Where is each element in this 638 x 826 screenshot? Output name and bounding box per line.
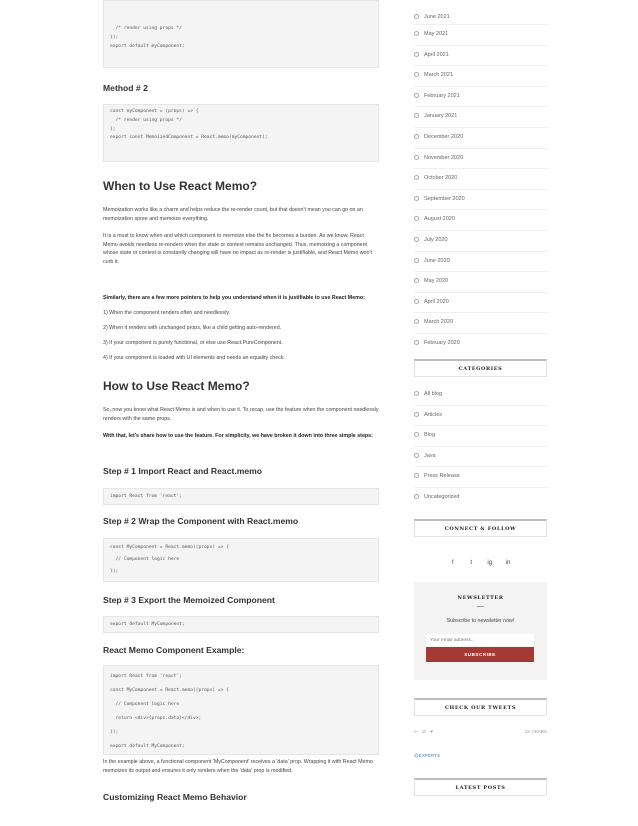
archive-item[interactable]: February 2021 <box>414 87 547 108</box>
bullet-icon <box>414 412 419 417</box>
code-line: /* render using props */ <box>110 26 182 31</box>
newsletter-widget <box>414 582 547 680</box>
code-line: const MyComponent = React.memo((props) => { <box>110 688 229 693</box>
bullet-icon <box>414 155 419 160</box>
archive-item[interactable]: September 2020 <box>414 190 547 211</box>
categories-list <box>414 385 547 508</box>
code-block-2 <box>103 104 379 162</box>
bullet-icon <box>414 216 419 221</box>
archive-item[interactable]: April 2021 <box>414 46 547 67</box>
bullet-icon <box>414 473 419 478</box>
facebook-icon[interactable]: f <box>451 560 454 566</box>
archive-item[interactable]: March 2021 <box>414 66 547 87</box>
bullet-icon <box>414 237 419 242</box>
bullet-icon <box>414 113 419 118</box>
customizing-heading: Customizing React Memo Behavior <box>103 792 247 802</box>
latest-title: LATEST POSTS <box>455 785 506 791</box>
categories-title: CATEGORIES <box>458 366 503 372</box>
bullet-icon <box>414 14 419 19</box>
bullet-icon <box>414 432 419 437</box>
pointer-item: 4) If your component is loaded with UI elements and needs an equality check. <box>103 355 285 361</box>
tweet-handle[interactable]: @EXPERTS <box>414 753 441 758</box>
reply-icon[interactable]: ↩ <box>414 729 418 734</box>
code-line: }); <box>110 34 119 40</box>
how-heading: How to Use React Memo? <box>103 379 250 393</box>
bullet-icon <box>414 299 419 304</box>
bullet-icon <box>414 93 419 98</box>
when-heading: When to Use React Memo? <box>103 179 258 193</box>
archive-item[interactable]: July 2020 <box>414 231 547 252</box>
code-line: export default MyComponent; <box>110 622 185 627</box>
code-line: import React from 'react'; <box>110 494 182 499</box>
step2-heading: Step # 2 Wrap the Component with React.memo <box>103 516 299 526</box>
example-paragraph: In the example above, a functional component 'MyComponent' receives a 'data' prop. Wrapping it with React Memo memoizes its output and ensures it only renders when the 'data' prop is modified. <box>103 759 373 774</box>
code-line: export default myComponent; <box>110 43 185 49</box>
instagram-icon[interactable]: ig <box>487 560 493 566</box>
archive-item[interactable]: October 2020 <box>414 169 547 190</box>
code-block-6 <box>103 665 379 755</box>
code-line: return <div>{props.data}</div>; <box>110 716 202 721</box>
newsletter-text: Subscribe to newsletter now! <box>446 618 515 624</box>
tweets-widget-header <box>414 698 547 716</box>
category-item[interactable]: Blog <box>414 426 547 447</box>
bullet-icon <box>414 258 419 263</box>
bullet-icon <box>414 391 419 396</box>
archive-item[interactable]: June 2020 <box>414 252 547 273</box>
category-item[interactable]: Articles <box>414 406 547 427</box>
code-line: }; <box>110 126 116 132</box>
tweet-time: 24 YEARS <box>525 729 547 734</box>
categories-widget-header <box>414 359 547 377</box>
pointers-intro: Similarly, there are a few more pointers to help you understand when it is justifiable to use React Memo: <box>103 295 365 301</box>
bullet-icon <box>414 72 419 77</box>
archive-item[interactable]: August 2020 <box>414 210 547 231</box>
method2-heading: Method # 2 <box>103 83 148 93</box>
archive-item[interactable]: February 2020 <box>414 334 547 354</box>
bullet-icon <box>414 175 419 180</box>
code-block-1 <box>103 0 379 68</box>
bullet-icon <box>414 278 419 283</box>
archive-item[interactable]: March 2020 <box>414 313 547 334</box>
bullet-icon <box>414 31 419 36</box>
code-block-4 <box>103 538 379 582</box>
when-paragraph-1: Memoization works like a charm and helps reduce the re-render count, but that doesn't mean you can go on an memoization spree and memoize everything. <box>103 207 363 222</box>
pointer-item: 1) When the component renders often and needlessly. <box>103 310 231 316</box>
bullet-icon <box>414 453 419 458</box>
category-item[interactable]: All blog <box>414 385 547 406</box>
code-line: const myComponent = (props) => { <box>110 109 199 114</box>
bullet-icon <box>414 340 419 345</box>
archive-item[interactable]: May 2020 <box>414 272 547 293</box>
code-line: // Component logic here <box>110 702 180 707</box>
archive-item[interactable]: November 2020 <box>414 149 547 170</box>
connect-widget-header <box>414 519 547 537</box>
code-line: export const MemoizedComponent = React.memo(myComponent); <box>110 135 268 141</box>
bullet-icon <box>414 319 419 324</box>
code-line: const MyComponent = React.memo((props) => { <box>110 545 229 550</box>
title-divider <box>477 606 484 607</box>
bullet-icon <box>414 134 419 139</box>
email-input[interactable] <box>426 634 534 646</box>
newsletter-title: NEWSLETTER <box>457 595 504 601</box>
how-paragraph-1: So, now you know what React Memo is and when to use it. To recap, use the feature when the component needlessly renders with the same props. <box>103 407 379 422</box>
tweet-meta <box>414 729 547 739</box>
archive-item[interactable]: April 2020 <box>414 293 547 314</box>
code-line: import React from 'react'; <box>110 674 182 679</box>
subscribe-button[interactable]: SUBSCRIBE <box>426 647 534 662</box>
connect-title: CONNECT & FOLLOW <box>444 526 517 532</box>
bullet-icon <box>414 494 419 499</box>
bullet-icon <box>414 52 419 57</box>
latest-widget-header <box>414 778 547 796</box>
code-line: }); <box>110 569 119 574</box>
category-item[interactable]: Java <box>414 447 547 468</box>
code-line: }); <box>110 730 119 735</box>
example-heading: React Memo Component Example: <box>103 645 245 655</box>
code-block-3 <box>103 488 379 505</box>
archives-list <box>414 11 547 354</box>
step1-heading: Step # 1 Import React and React.memo <box>103 466 263 476</box>
step3-heading: Step # 3 Export the Memoized Component <box>103 595 275 605</box>
archive-item[interactable]: June 2021 <box>414 11 547 25</box>
pointer-item: 3) If your component is purely functional, or else use React.PureComponent. <box>103 340 283 346</box>
archive-item[interactable]: January 2021 <box>414 107 547 128</box>
retweet-icon[interactable]: ⇄ <box>422 729 426 734</box>
code-line: export default MyComponent; <box>110 744 185 749</box>
tweets-title: CHECK OUR TWEETS <box>444 705 517 711</box>
code-block-5 <box>103 616 379 633</box>
pointer-item: 2) When it renders with unchanged props, like a child getting auto-rendered. <box>103 325 282 331</box>
category-item[interactable]: Press Release <box>414 467 547 488</box>
twitter-icon[interactable]: t <box>470 560 473 566</box>
archive-item[interactable]: May 2021 <box>414 25 547 46</box>
when-paragraph-2: It is a must to know when and which component to memoize else the fix becomes a burden. As we know, React Memo avoids needless re-renders when the state or context remains unchanged. Thus, memoizing a component whose state or context is constantly changing will have no impact as re-render is justifiable, and React Memo won't curb it. <box>103 233 372 265</box>
social-icons <box>414 551 547 569</box>
linkedin-icon[interactable]: in <box>505 560 511 566</box>
archive-item[interactable]: December 2020 <box>414 128 547 149</box>
like-icon[interactable]: ♥ <box>430 729 434 734</box>
code-line: /* render using props */ <box>110 117 182 123</box>
how-paragraph-2: With that, let's share how to use the feature. For simplicity, we have broken it down into three simple steps: <box>103 433 373 439</box>
code-line: // Component logic here <box>110 557 180 562</box>
bullet-icon <box>414 196 419 201</box>
category-item[interactable]: Uncategorized <box>414 488 547 508</box>
